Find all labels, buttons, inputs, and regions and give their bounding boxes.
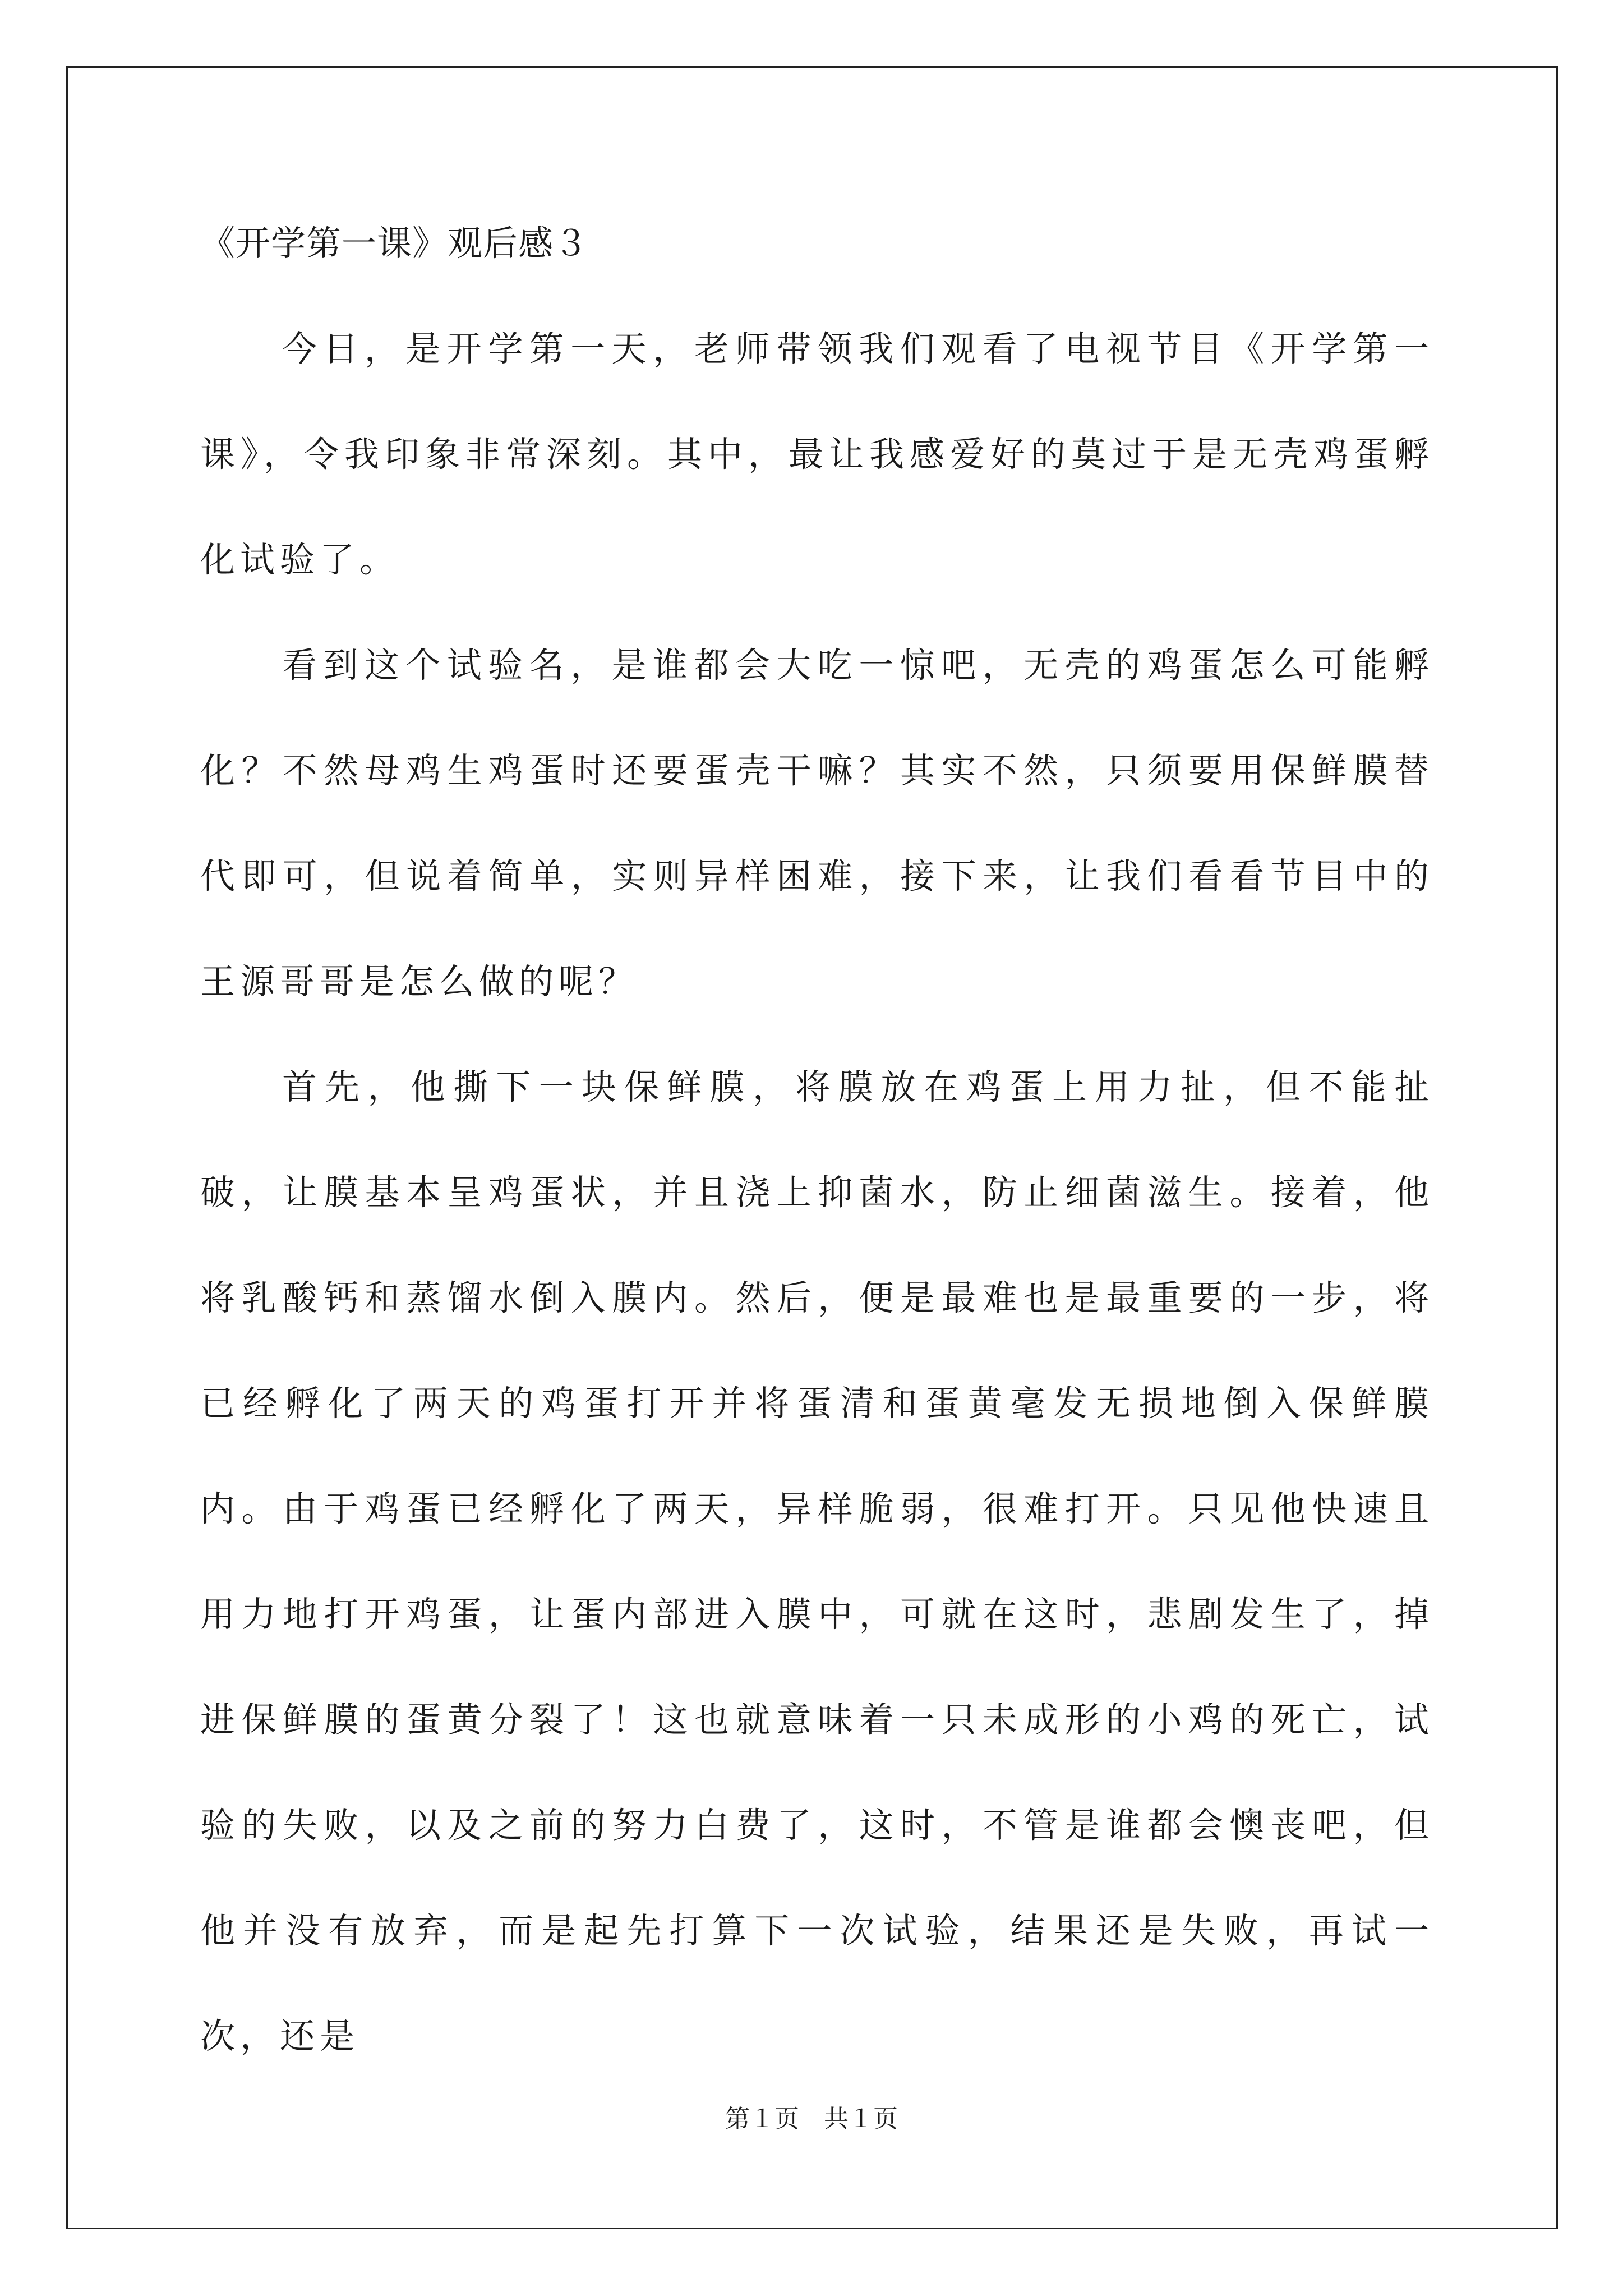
paragraph-1: 今日，是开学第一天，老师带领我们观看了电视节目《开学第一课》，令我印象非常深刻。其中，最让我感爱好的莫过于是无壳鸡蛋孵化试验了。	[200, 328, 1434, 580]
paragraph-3: 首先，他撕下一块保鲜膜，将膜放在鸡蛋上用力扯，但不能扯破，让膜基本呈鸡蛋状，并且浇上抑菌水，防止细菌滋生。接着，他将乳酸钙和蒸馏水倒入膜内。然后，便是最难也是最重要的一步，将已经孵化了两天的鸡蛋打开并将蛋清和蛋黄毫发无损地倒入保鲜膜内。由于鸡蛋已经孵化了两天，异样脆弱，很难打开。只见他快速且用力地打开鸡蛋，让蛋内部进入膜中，可就在这时，悲剧发生了，掉进保鲜膜的蛋黄分裂了！这也就意味着一只未成形的小鸡的死亡，试验的失败，以及之前的努力白费了，这时，不管是谁都会懊丧吧，但他并没有放弃，而是起先打算下一次试验，结果还是失败，再试一次，还是	[200, 1066, 1434, 2056]
page-footer	[0, 2104, 1623, 2135]
document-title: 《开学第一课》观后感３	[200, 223, 589, 264]
document-body	[200, 217, 1434, 2115]
page-total: 共１页	[824, 2105, 898, 2133]
paragraph-2: 看到这个试验名，是谁都会大吃一惊吧，无壳的鸡蛋怎么可能孵化？不然母鸡生鸡蛋时还要蛋壳干嘛？其实不然，只须要用保鲜膜替代即可，但说着简单，实则异样困难，接下来，让我们看看节目中的王源哥哥是怎么做的呢？	[200, 645, 1434, 1002]
page-number: 第１页	[725, 2105, 799, 2133]
